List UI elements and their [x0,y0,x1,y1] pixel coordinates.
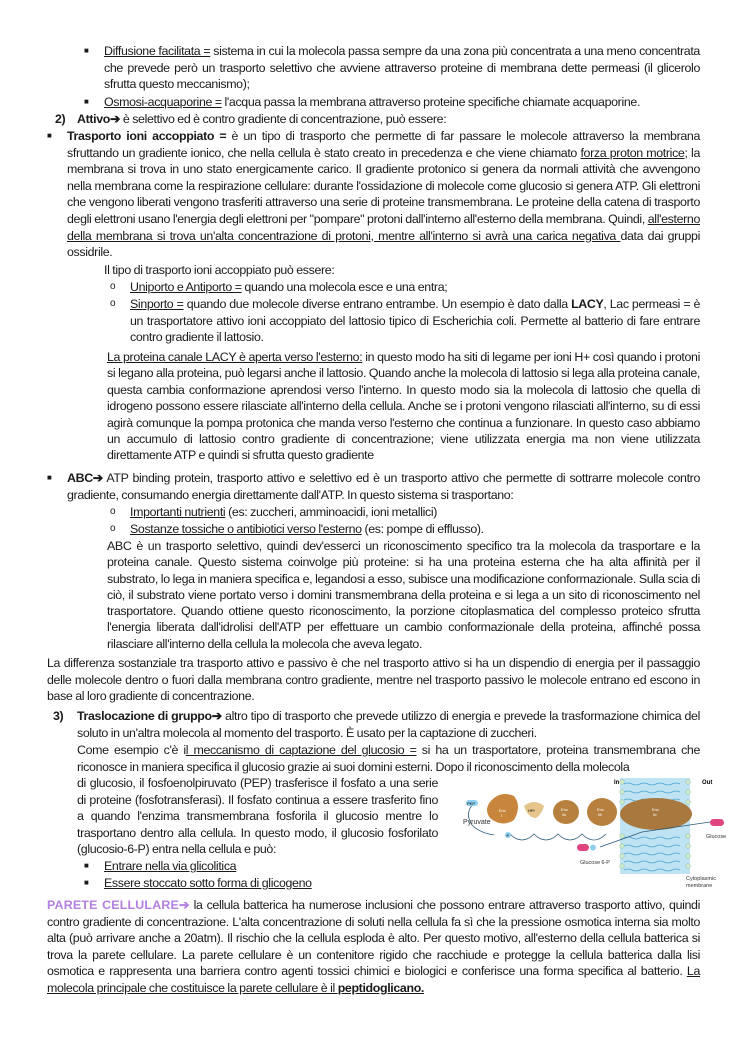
text: Come esempio c'è i [77,743,186,757]
section-title: Attivo [77,112,111,126]
circle-bullet-icon: o [110,281,116,292]
paragraph-ioni [67,128,700,261]
bold-term: LACY [571,297,604,311]
label-enz-sub: IIc [653,813,657,817]
bold-term: peptidoglicano. [337,980,425,995]
label-enz: Enz [499,808,506,813]
paragraph-esempio [77,742,700,775]
term: Uniporto e Antiporto = [130,280,242,294]
list-item-diffusione [104,43,700,93]
term: Importanti nutrienti [130,505,226,519]
term: Sinporto = [130,297,184,311]
ioni-intro: Il tipo di trasporto ioni accoppiato può essere: [104,263,335,277]
underlined-term: forza proton motrice [580,145,685,160]
label-enz: Enz [597,807,604,812]
underlined-text: La molecola principale che costituisce la parete cellulare è il [47,964,700,995]
list-item-sinporto [130,296,700,346]
description: (es: zuccheri, amminoacidi, ioni metallici) [225,505,438,519]
text: la cellula batterica ha numerose inclusioni che possono entrare attraverso trasporto attivo, quindi contro gradiente di concentrazione. L'alta concentrazione di soluti nella cellula fa sì che la pressione osmotica interna sia molto alta (può arrivare anche a 20atm). Il rischio che la cellula esploda è alto. Per questo motivo, all'esterno della cellula batterica si trova la parete cellulare. La parete cellulare è un contenitore rigido che racchiude e protegge la cellula batterica dalla lisi osmotica e rappresenta una barriera contro agenti tossici chimici e biologici e conferisce una forma specifica al batterio. [47,898,700,979]
term: Trasporto ioni accoppiato = [67,129,227,143]
label-enz-sub: IIa [562,813,566,817]
description: quando una molecola esce e una entra; [241,280,448,294]
label-enz: Enz [561,807,568,812]
label-enz-sub: I [501,813,503,818]
enzyme-iia [553,800,579,824]
underlined-term: l meccanismo di captazione del glucosio = [185,743,417,757]
label-pep: PEP [467,801,476,806]
label-out: Out [702,780,713,786]
bullet-icon: ■ [84,861,89,870]
enzyme-iib [587,798,617,826]
description: è selettivo ed è contro gradiente di concentrazione, può essere: [120,112,447,126]
bullet-icon: ■ [47,131,52,140]
circle-bullet-icon: o [110,506,116,517]
text: data dai gruppi ossidrile. [67,228,700,260]
glucose-molecule [710,819,724,826]
circle-bullet-icon: o [110,298,116,309]
text: in questo modo ha siti di legame per ioni H+ così quando i protoni si legano alla proteina, può legarsi anche il lattosio. Quando anche la molecola di lattosio si lega alla proteina canale, questa cambia conformazione aprendosi verso l'interno. In questo modo sia la molecola di lattosio che quella di idrogeno possono essere rilasciate all'interno della cellula. Anche se i protoni vengono rilasciati all'interno, su di essi agirà comunque la pompa protonica che manda verso l'esterno che continua a funzionare. In questo caso abbiamo un accumulo di lattosio contro gradiente di concentrazione; viene utilizzata energia ma non viene utilizzata direttamente ATP e quindi si sfrutta questo gradiente [107,350,701,463]
term: Osmosi-acquaporine = [104,95,222,109]
term: La proteina canale LACY è aperta verso l'esterno: [107,350,363,364]
bullet-icon: ■ [47,473,52,482]
list-item-glicolitica: Entrare nella via glicolitica [104,859,237,873]
label-membrane: membrane [686,883,713,889]
section-traslocazione [77,708,700,741]
section-attivo [77,111,697,128]
pts-transport-diagram [462,772,738,890]
section-title: PARETE CELLULARE [47,898,179,912]
underlined-text: all'esterno della membrana si trova un'alta concentrazione di protoni, mentre all'interno si avrà una carica negativa [67,211,700,243]
list-item-sostanze [130,521,700,538]
label-enz-sub: IIb [598,813,602,817]
text: ATP binding protein, trasporto attivo e selettivo ed è un trasporto attivo che permette di sottrarre molecole contro gradiente, consumando energia direttamente dall'ATP. In questo sistema si trasportano: [67,471,700,502]
label-membrane: Cytoplasmic [686,876,716,882]
list-item-glicogeno: Essere stoccato sotto forma di glicogeno [104,876,312,890]
arrow-icon: ➔ [211,709,222,723]
term: Sostanze tossiche o antibiotici verso l'esterno [130,522,362,536]
term: Diffusione facilitata = [104,44,211,58]
label-p: P [506,833,510,838]
list-item-osmosi [104,94,704,111]
label-enz: Enz [652,807,659,812]
paragraph-abc-detail: ABC è un trasporto selettivo, quindi dev'esserci un riconoscimento specifico tra la molecola da trasportare e la proteina canale. Questo sistema coinvolge più proteine: si ha una proteina esterna che ha alta affinità per il substrato, lo lega in maniera specifica e, legandosi a esso, subisce una modificazione conformazionale. Sulla scia di ciò, il substrato viene portato verso i domini transmembrana della proteina e si lega a un sito di riconoscimento nel trasportatore. Quando ottiene questo riconoscimento, la porzione citoplasmatica del complesso proteico sfrutta l'energia liberata dall'idrolisi dell'ATP per effettuare un cambio conformazionale della proteina, affinché possa rilasciare all'interno della cellula la molecola che aveva legato. [107,539,700,651]
circle-bullet-icon: o [110,523,116,534]
paragraph-parete [47,897,700,997]
bullet-icon: ■ [84,878,89,887]
description: l'acqua passa la membrana attraverso proteine specifiche chiamate acquaporine. [221,95,641,109]
text: altro tipo di trasporto che prevede utilizzo di energia e prevede la trasformazione chimica del soluto in un'altra molecola al momento del trasporto. È usato per la captazione di zuccheri. [77,709,700,740]
label-glucose: Glucose [706,834,727,840]
list-item-nutrienti [130,504,700,521]
paragraph-glucosio: di glucosio, il fosfoenolpiruvato (PEP) trasferisce il fosfato a una serie di proteine (fosfotransferasi). Il fosfato continua a essere trasferito fino a quando l'enzima transmembrana fosforila il glucosio mentre lo trasportano dentro alla cellula. In questo modo, il glucosio fosforilato (glucosio-6-P) entra nella cellula e può: [77,776,438,857]
text: si ha un trasportatore, proteina transmembrana che riconosce in maniera specifica il glucosio grazie ai suoi domini esterni. Dopo il riconoscimento della molecola [77,743,700,774]
paragraph-lacy [107,349,700,464]
section-number: 2) [55,112,66,126]
description: , Lac permeasi = è un trasportatore attivo ioni accoppiato del lattosio tipico di Escherichia coli. Permette al batterio di fare entrare contro gradiente il lattosio. [130,297,701,345]
bullet-icon: ■ [84,97,89,106]
label-pyruvate: Pyruvate [463,819,491,826]
description: quando due molecole diverse entrano entrambe. Un esempio è dato dalla [183,297,572,311]
arrow-icon: ➔ [110,112,121,126]
paragraph-abc [67,470,700,503]
description: (es: pompe di efflusso). [361,522,484,536]
glucose-6p-molecule [577,844,589,851]
arrow-icon: ➔ [92,471,103,485]
text: ; la membrana si trova in uno stato energicamente carico. Il gradiente protonico si genera da normali attività che avvengono nella membrana come la respirazione cellulare: durante l'ossidazione di molecole come glucosio si genera ATP. Gli elettroni che vengono liberati vengono trasferiti attraverso una serie di proteine transmembrana. Le proteine della catena di trasporto degli elettroni usano l'energia degli elettroni per "pompare" protoni dall'interno all'esterno della membrana. Quindi, [67,145,700,226]
list-item-uniporto [130,279,700,296]
section-number: 3) [53,709,64,723]
section-title: Traslocazione di gruppo [77,709,212,723]
arrow-icon: ➔ [178,898,190,912]
text: è un tipo di trasporto che permette di far passare le molecole attraverso la membrana sfruttando un gradiente ionico, che nella cellula è stato creato in precedenza e che viene chiamato [67,129,700,160]
bullet-icon: ■ [84,46,89,55]
label-in: In [614,780,620,786]
description: sistema in cui la molecola passa sempre da una zona più concentrata a una meno concentrata che prevede però un trasporto selettivo che avviene attraverso proteine di membrana dette permeasi (il glicerolo sfrutta questo meccanismo); [104,44,700,92]
label-hpr: HPr [528,808,535,813]
label-glucose-6p: Glucose 6-P [580,860,610,866]
paragraph-differenza: La differenza sostanziale tra trasporto attivo e passivo è che nel trasporto attivo si ha un dispendio di energia per il passaggio delle molecole dentro o fuori dalla membrana contro gradiente, mentre nel trasporto passivo le molecole entrano ed escono in base al loro gradiente di concentrazione. [47,656,700,704]
term: ABC [67,471,93,485]
